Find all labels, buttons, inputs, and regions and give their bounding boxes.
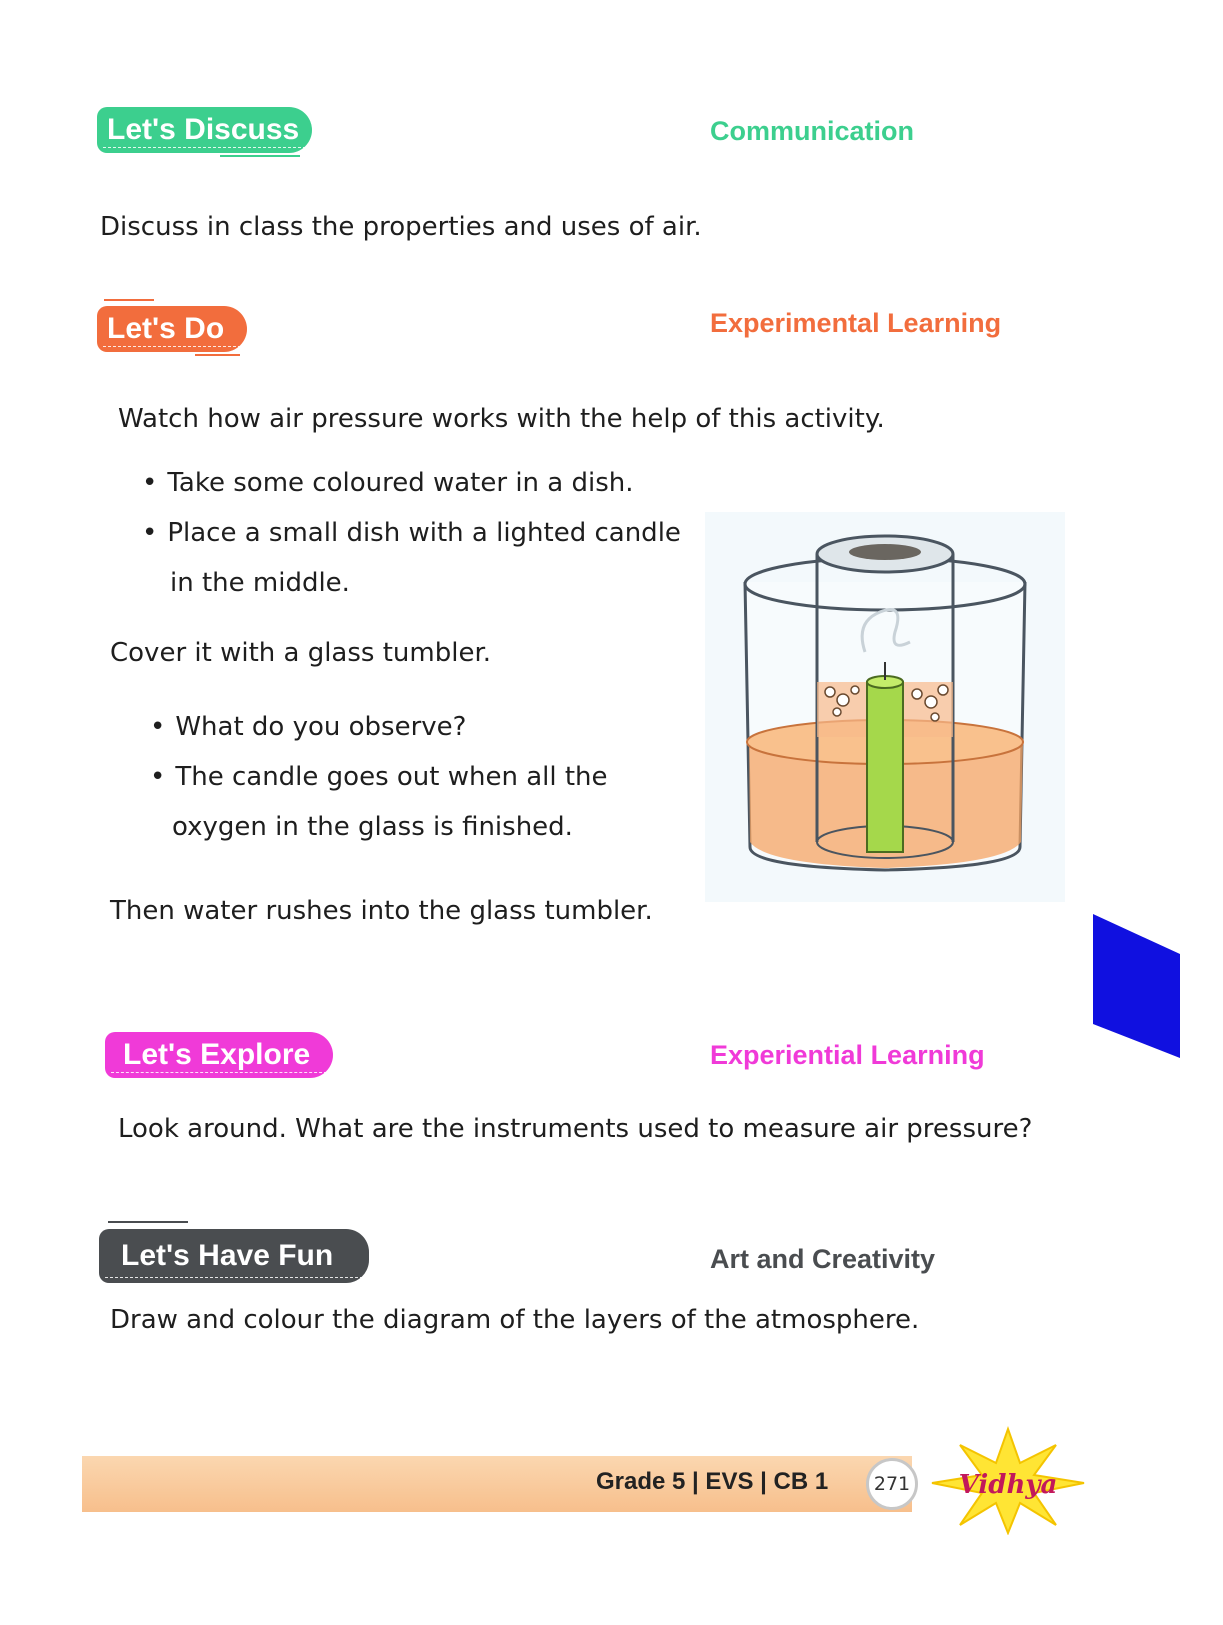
do-observe-2: • The candle goes out when all the — [150, 762, 608, 792]
lets-do-label: Let's Do — [107, 312, 225, 345]
lets-have-fun-label: Let's Have Fun — [121, 1239, 334, 1272]
do-observe-2-cont: oxygen in the glass is finished. — [172, 812, 573, 842]
do-observe-1: • What do you observe? — [150, 712, 466, 742]
vidhya-logo-icon — [928, 1425, 1088, 1535]
candle-experiment-illustration — [705, 512, 1065, 902]
lets-do-badge — [97, 306, 247, 352]
do-skill: Experimental Learning — [710, 308, 1002, 338]
explore-skill: Experiential Learning — [710, 1040, 985, 1070]
page-number-circle — [866, 1458, 918, 1510]
footer-grade-info: Grade 5 | EVS | CB 1 — [596, 1468, 829, 1495]
fun-text: Draw and colour the diagram of the layers of the atmosphere. — [110, 1305, 920, 1335]
fun-skill: Art and Creativity — [710, 1244, 936, 1274]
badge-underline — [195, 354, 240, 356]
vidhya-logo-text: Vidhya — [958, 1470, 1058, 1500]
discuss-skill: Communication — [710, 116, 915, 146]
lets-discuss-label: Let's Discuss — [107, 113, 300, 146]
lets-explore-badge — [105, 1032, 333, 1078]
do-conclusion: Then water rushes into the glass tumbler. — [110, 896, 653, 926]
do-step-2: • Place a small dish with a lighted candle — [142, 518, 681, 548]
badge-underline — [220, 155, 300, 157]
do-step-2-cont: in the middle. — [170, 568, 350, 598]
badge-overline — [108, 1221, 188, 1223]
page-number: 271 — [873, 1473, 911, 1495]
lets-have-fun-badge — [99, 1229, 369, 1283]
lets-explore-label: Let's Explore — [123, 1038, 311, 1071]
explore-text: Look around. What are the instruments used to measure air pressure? — [118, 1114, 1033, 1144]
side-tab — [1093, 914, 1180, 1058]
do-step-1: • Take some coloured water in a dish. — [142, 468, 634, 498]
badge-overline — [104, 299, 154, 301]
do-cover: Cover it with a glass tumbler. — [110, 638, 492, 668]
do-intro: Watch how air pressure works with the help of this activity. — [118, 404, 885, 434]
lets-discuss-badge — [97, 107, 312, 153]
discuss-text: Discuss in class the properties and uses of air. — [100, 212, 702, 242]
